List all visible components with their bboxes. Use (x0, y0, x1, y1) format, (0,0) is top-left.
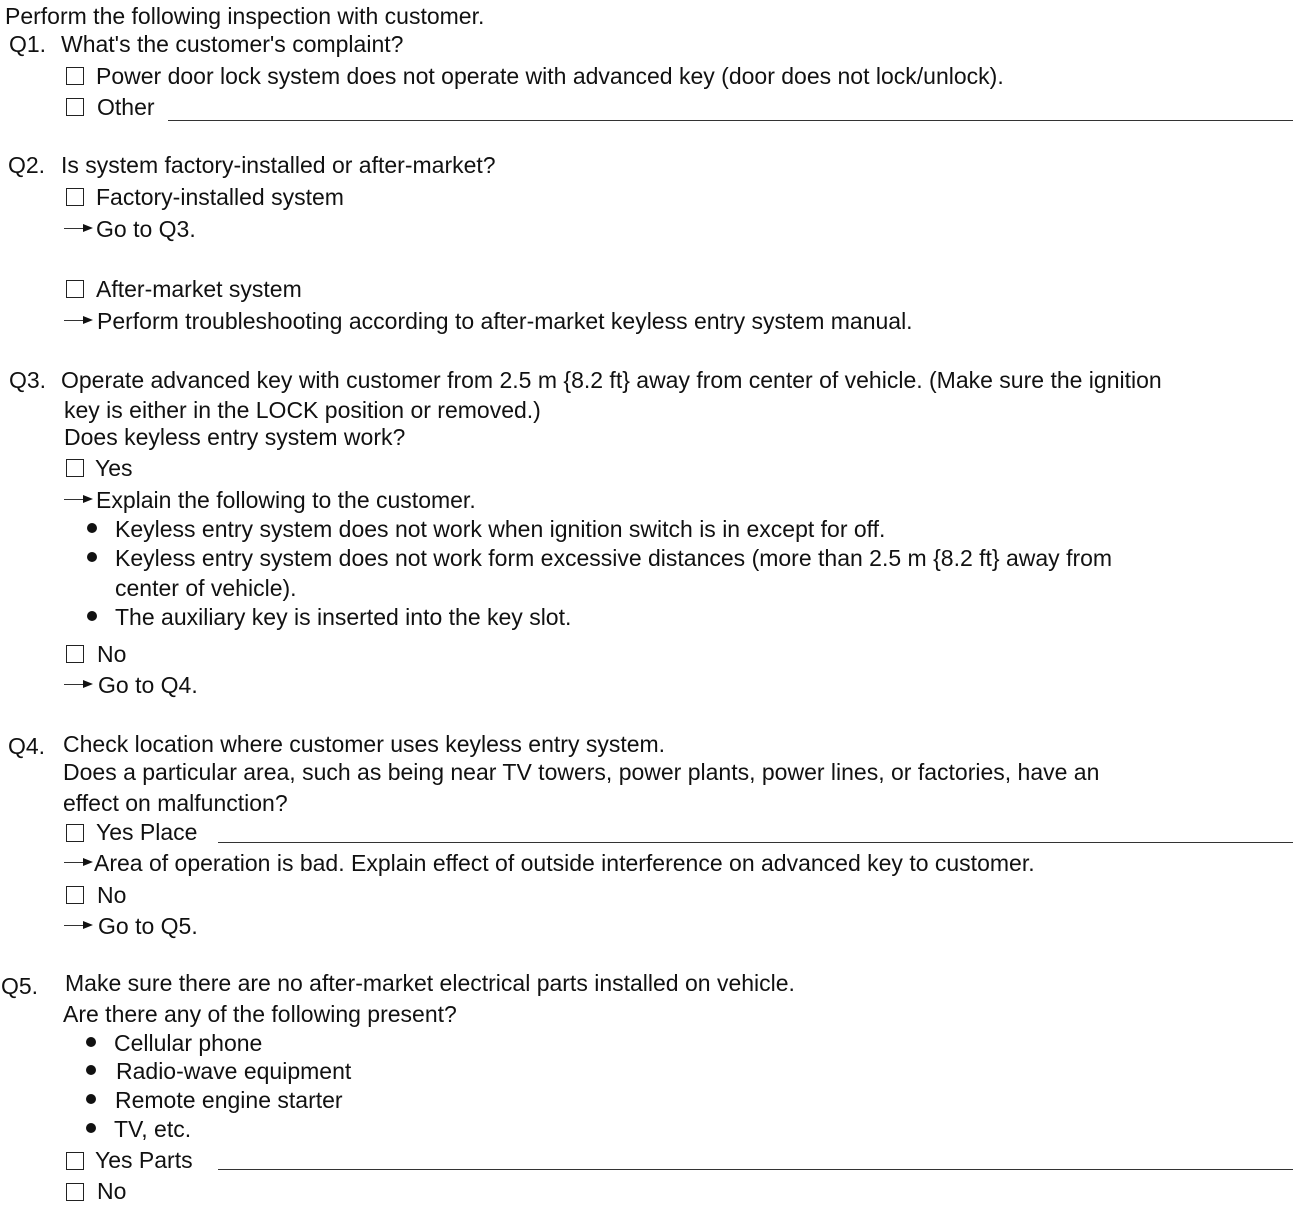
q5-item-cellular-phone: Cellular phone (114, 1030, 263, 1056)
q2-question: Is system factory-installed or after-market? (61, 152, 496, 178)
q4-no-action: Go to Q5. (98, 913, 198, 939)
q3-bullet3: The auxiliary key is inserted into the key slot. (115, 604, 572, 630)
q1-option1-checkbox[interactable] (66, 67, 84, 85)
q3-question-line1: Operate advanced key with customer from 2.5 m {8.2 ft} away from center of vehicle. (Make sure the ignition (61, 367, 1162, 393)
q1-option1-label: Power door lock system does not operate with advanced key (door does not lock/unlock). (96, 63, 1004, 89)
q3-no-action: Go to Q4. (98, 672, 198, 698)
q4-question-line1: Check location where customer uses keyless entry system. (63, 731, 666, 757)
q2-option2-checkbox[interactable] (66, 280, 84, 298)
q4-yes-action: Area of operation is bad. Explain effect of outside interference on advanced key to customer. (94, 850, 1035, 876)
q4-no-label: No (97, 882, 127, 908)
q3-bullet1: Keyless entry system does not work when ignition switch is in except for off. (115, 516, 886, 542)
bullet-icon (86, 1094, 96, 1104)
q1-question: What's the customer's complaint? (61, 31, 404, 57)
q4-question-line2: Does a particular area, such as being near TV towers, power plants, power lines, or factories, have an (63, 759, 1100, 785)
arrow-right-icon (64, 679, 94, 691)
q2-option2-label: After-market system (96, 276, 302, 302)
q5-number: Q5. (1, 973, 39, 999)
q5-item-remote-starter: Remote engine starter (115, 1087, 343, 1113)
q1-other-write-line[interactable] (168, 120, 1293, 121)
q2-option1-label: Factory-installed system (96, 184, 344, 210)
q3-bullet2-line2: center of vehicle). (115, 575, 297, 601)
bullet-icon (87, 552, 97, 562)
arrow-right-icon (64, 494, 94, 506)
q5-parts-write-line[interactable] (218, 1169, 1293, 1170)
q2-option1-checkbox[interactable] (66, 188, 84, 206)
q3-yes-label: Yes (95, 455, 133, 481)
q2-option2-action: Perform troubleshooting according to after-market keyless entry system manual. (97, 308, 913, 334)
intro-text: Perform the following inspection with customer. (5, 3, 485, 29)
q4-place-write-line[interactable] (218, 842, 1293, 843)
q3-number: Q3. (9, 367, 47, 393)
q3-question-line2: key is either in the LOCK position or removed.) (64, 397, 541, 423)
arrow-right-icon (64, 315, 94, 327)
q5-question-line2: Are there any of the following present? (63, 1001, 457, 1027)
q4-question-line3: effect on malfunction? (63, 790, 288, 816)
q4-yes-checkbox[interactable] (66, 824, 84, 842)
bullet-icon (86, 1123, 96, 1133)
q1-option2-checkbox[interactable] (66, 98, 84, 116)
q5-yes-label: Yes Parts (95, 1147, 193, 1173)
bullet-icon (86, 1065, 96, 1075)
q1-option2-label: Other (97, 94, 155, 120)
bullet-icon (87, 523, 97, 533)
q5-yes-checkbox[interactable] (66, 1152, 84, 1170)
q4-yes-label: Yes Place (96, 819, 198, 845)
q5-item-radio-wave: Radio-wave equipment (116, 1058, 352, 1084)
q2-number: Q2. (8, 152, 46, 178)
q3-no-checkbox[interactable] (66, 645, 84, 663)
arrow-right-icon (64, 857, 94, 869)
q5-item-tv: TV, etc. (114, 1116, 192, 1142)
q5-no-checkbox[interactable] (66, 1183, 84, 1201)
q5-question-line1: Make sure there are no after-market electrical parts installed on vehicle. (65, 970, 795, 996)
q2-option1-action: Go to Q3. (96, 216, 196, 242)
q3-no-label: No (97, 641, 127, 667)
q3-yes-action: Explain the following to the customer. (96, 487, 476, 513)
bullet-icon (86, 1037, 96, 1047)
arrow-right-icon (64, 223, 94, 235)
q3-bullet2-line1: Keyless entry system does not work form excessive distances (more than 2.5 m {8.2 ft} away from (115, 545, 1113, 571)
q4-number: Q4. (8, 733, 46, 759)
q4-no-checkbox[interactable] (66, 886, 84, 904)
q3-yes-checkbox[interactable] (66, 459, 84, 477)
q1-number: Q1. (9, 31, 47, 57)
bullet-icon (87, 611, 97, 621)
q5-no-label: No (97, 1178, 127, 1204)
q3-question-line3: Does keyless entry system work? (64, 424, 406, 450)
arrow-right-icon (64, 920, 94, 932)
